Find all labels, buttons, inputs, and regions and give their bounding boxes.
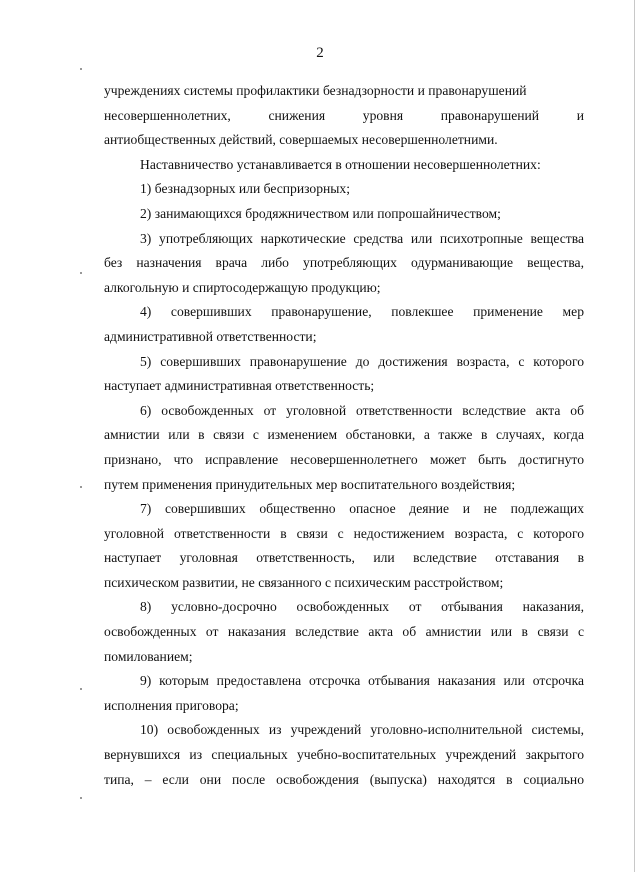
text-line: 3) употребляющих наркотические средства или психотропные вещества bbox=[140, 230, 584, 246]
text-line: психическом развитии, не связанного с психическим расстройством; bbox=[104, 574, 504, 590]
text-line: 8) условно-досрочно освобожденных от отбывания наказания, bbox=[140, 599, 584, 615]
text-line: 5) совершивших правонарушение до достижения возраста, с которого bbox=[140, 353, 584, 369]
text-line: 2) занимающихся бродяжничеством или попрошайничеством; bbox=[140, 205, 501, 221]
text-line: освобожденных от наказания вследствие акта об амнистии или в связи с bbox=[104, 624, 584, 640]
text-line: путем применения принудительных мер воспитательного воздействия; bbox=[104, 476, 516, 492]
list-item-3 bbox=[104, 227, 584, 301]
text-line: помилованием; bbox=[104, 648, 193, 664]
page-number: 2 bbox=[316, 45, 324, 61]
paragraph-intro-continuation bbox=[104, 79, 584, 153]
list-item-7 bbox=[104, 497, 584, 595]
text-line: 9) которым предоставлена отсрочка отбывания наказания или отсрочка bbox=[140, 673, 584, 689]
list-item-5 bbox=[104, 350, 584, 399]
text-line: 10) освобожденных из учреждений уголовно-исполнительной системы, bbox=[140, 722, 584, 738]
list-item-1 bbox=[104, 177, 584, 202]
page-edge-line bbox=[634, 0, 635, 872]
text-line: Наставничество устанавливается в отношении несовершеннолетних: bbox=[140, 156, 541, 172]
margin-mark bbox=[80, 272, 82, 274]
text-line: 7) совершивших общественно опасное деяние и не подлежащих bbox=[140, 501, 584, 517]
list-item-6 bbox=[104, 399, 584, 497]
list-item-8 bbox=[104, 595, 584, 669]
text-line: исполнения приговора; bbox=[104, 697, 239, 713]
list-item-9 bbox=[104, 669, 584, 718]
margin-mark bbox=[80, 797, 82, 799]
text-line: наступает уголовная ответственность, или вследствие отставания в bbox=[104, 550, 584, 566]
text-line: учреждениях системы профилактики безнадзорности и правонарушений bbox=[104, 83, 527, 98]
text-line: 6) освобожденных от уголовной ответственности вследствие акта об bbox=[140, 402, 584, 418]
text-line: наступает административная ответственность; bbox=[104, 378, 375, 394]
text-line: вернувшихся из специальных учебно-воспитательных учреждений закрытого bbox=[104, 747, 584, 763]
text-line: без назначения врача либо употребляющих одурманивающие вещества, bbox=[104, 255, 584, 271]
list-item-10 bbox=[104, 718, 584, 792]
text-line: 1) безнадзорных или беспризорных; bbox=[140, 181, 350, 197]
document-body bbox=[104, 79, 584, 792]
paragraph-mentoring-scope bbox=[104, 153, 584, 178]
text-line: 4) совершивших правонарушение, повлекшее применение мер bbox=[140, 304, 584, 320]
margin-mark bbox=[80, 68, 82, 70]
text-line: уголовной ответственности в связи с недостижением возраста, с которого bbox=[104, 525, 584, 541]
text-line: алкогольную и спиртосодержащую продукцию; bbox=[104, 279, 381, 295]
text-line: типа, – если они после освобождения (выпуска) находятся в социально bbox=[104, 771, 584, 787]
list-item-2 bbox=[104, 202, 584, 227]
list-item-4 bbox=[104, 300, 584, 349]
text-line: антиобщественных действий, совершаемых несовершеннолетними. bbox=[104, 132, 498, 148]
text-line: несовершеннолетних, снижения уровня правонарушений и bbox=[104, 107, 584, 123]
margin-mark bbox=[80, 688, 82, 690]
text-line: административной ответственности; bbox=[104, 328, 317, 344]
text-line: амнистии или в связи с изменением обстановки, а также в случаях, когда bbox=[104, 427, 584, 443]
margin-mark bbox=[80, 486, 82, 488]
text-line: признано, что исправление несовершеннолетнего может быть достигнуто bbox=[104, 451, 584, 467]
